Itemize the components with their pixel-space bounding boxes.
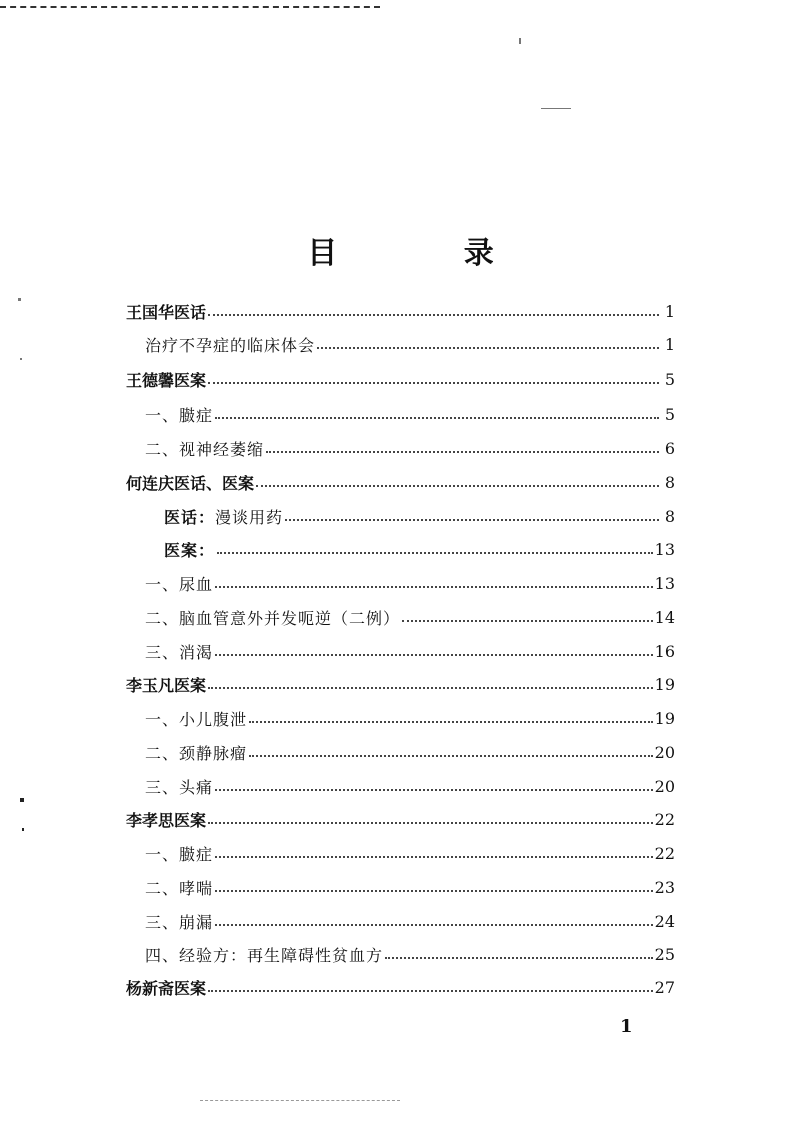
scan-speck — [18, 298, 21, 301]
toc-entry[interactable] — [0, 433, 801, 463]
toc-entry[interactable] — [0, 636, 801, 666]
toc-entry[interactable] — [0, 534, 801, 564]
dot-leader — [208, 990, 653, 992]
dot-leader — [208, 314, 659, 316]
dot-leader — [208, 687, 653, 689]
toc-entry-label: 一、小儿腹泄 — [145, 709, 248, 729]
toc-entry-label: 三、头痛 — [145, 777, 214, 797]
toc-entry-label: 一、尿血 — [145, 574, 214, 594]
toc-entry[interactable] — [0, 602, 801, 632]
toc-entry-label: 杨新斋医案 — [126, 978, 207, 998]
toc-entry-label: 三、消渴 — [145, 642, 214, 662]
toc-entry-label: 治疗不孕症的临床体会 — [145, 335, 316, 355]
toc-entry-page: 22 — [654, 843, 675, 863]
toc-entry-page: 20 — [654, 776, 675, 796]
toc-entry-page: 19 — [654, 674, 675, 694]
toc-entry-page: 25 — [654, 944, 675, 964]
dot-leader — [208, 382, 659, 384]
toc-entry[interactable] — [0, 804, 801, 834]
toc-entry-label: 一、臌症 — [145, 405, 214, 425]
toc-entry-label: 王国华医话 — [126, 302, 207, 322]
toc-entry-label: 三、崩漏 — [145, 912, 214, 932]
scan-speck — [20, 798, 24, 802]
dot-leader — [217, 552, 653, 554]
toc-entry-label: 二、视神经萎缩 — [145, 439, 265, 459]
toc-entry[interactable] — [0, 838, 801, 868]
dot-leader — [285, 519, 659, 521]
dot-leader — [266, 451, 659, 453]
toc-entry-page: 8 — [664, 506, 675, 526]
dot-leader — [208, 822, 653, 824]
dot-leader — [215, 417, 659, 419]
toc-entry[interactable] — [0, 329, 801, 359]
toc-entry[interactable] — [0, 771, 801, 801]
top-dashed-rule — [0, 6, 380, 9]
dot-leader — [215, 856, 653, 858]
toc-entry-label — [164, 538, 215, 561]
toc-entry-page: 1 — [664, 301, 675, 321]
toc-entry-label: 李玉凡医案 — [126, 675, 207, 695]
toc-entry[interactable] — [0, 364, 801, 394]
scan-speck — [519, 38, 521, 44]
toc-entry-page: 5 — [664, 369, 675, 389]
dot-leader — [249, 755, 653, 757]
toc-entry[interactable] — [0, 296, 801, 326]
toc-entry[interactable] — [0, 568, 801, 598]
dot-leader — [215, 789, 653, 791]
toc-entry[interactable] — [0, 703, 801, 733]
toc-entry[interactable] — [0, 501, 801, 531]
toc-entry-label: 何连庆医话、医案 — [126, 473, 255, 493]
toc-entry-page: 5 — [664, 404, 675, 424]
toc-entry-page: 19 — [654, 708, 675, 728]
toc-entry[interactable] — [0, 906, 801, 936]
toc-entry[interactable] — [0, 467, 801, 497]
dot-leader — [215, 586, 653, 588]
page-number: 1 — [620, 1016, 633, 1037]
toc-entry-label — [164, 505, 283, 528]
toc-entry[interactable] — [0, 399, 801, 429]
toc-entry-label: 一、臌症 — [145, 844, 214, 864]
toc-entry-page: 22 — [654, 809, 675, 829]
toc-entry-page: 27 — [654, 977, 675, 997]
toc-entry-page: 1 — [664, 334, 675, 354]
scan-speck — [22, 828, 24, 831]
toc-entry-page: 13 — [654, 539, 675, 559]
toc-entry-prefix: 医案： — [164, 540, 216, 560]
dot-leader — [385, 957, 653, 959]
toc-entry-text: 漫谈用药 — [215, 507, 284, 527]
toc-entry-page: 6 — [664, 438, 675, 458]
toc-entry-prefix: 医话： — [164, 507, 216, 527]
toc-entry-page: 24 — [654, 911, 675, 931]
dot-leader — [215, 924, 653, 926]
toc-entry-label: 二、哮喘 — [145, 878, 214, 898]
toc-entry[interactable] — [0, 669, 801, 699]
dot-leader — [215, 654, 653, 656]
toc-entry-page: 14 — [654, 607, 675, 627]
toc-entry-page: 23 — [654, 877, 675, 897]
scan-speck — [200, 1100, 400, 1102]
toc-entry-label: 二、脑血管意外并发呃逆（二例） — [145, 608, 401, 628]
dot-leader — [317, 347, 659, 349]
scan-speck — [541, 108, 571, 109]
toc-entry-label: 四、经验方：再生障碍性贫血方 — [145, 945, 384, 965]
toc-entry-page: 8 — [664, 472, 675, 492]
dot-leader — [215, 890, 653, 892]
dot-leader — [249, 721, 653, 723]
toc-entry-page: 16 — [654, 641, 675, 661]
page-title: 目 录 — [307, 236, 552, 271]
toc-entry[interactable] — [0, 737, 801, 767]
toc-entry-label: 李孝思医案 — [126, 810, 207, 830]
toc-entry-label: 二、颈静脉瘤 — [145, 743, 248, 763]
toc-entry-page: 20 — [654, 742, 675, 762]
dot-leader — [402, 620, 653, 622]
toc-entry[interactable] — [0, 972, 801, 1002]
toc-entry-label: 王德馨医案 — [126, 370, 207, 390]
toc-entry[interactable] — [0, 872, 801, 902]
toc-entry-page: 13 — [654, 573, 675, 593]
dot-leader — [256, 485, 659, 487]
toc-entry[interactable] — [0, 939, 801, 969]
scan-speck — [20, 358, 22, 360]
